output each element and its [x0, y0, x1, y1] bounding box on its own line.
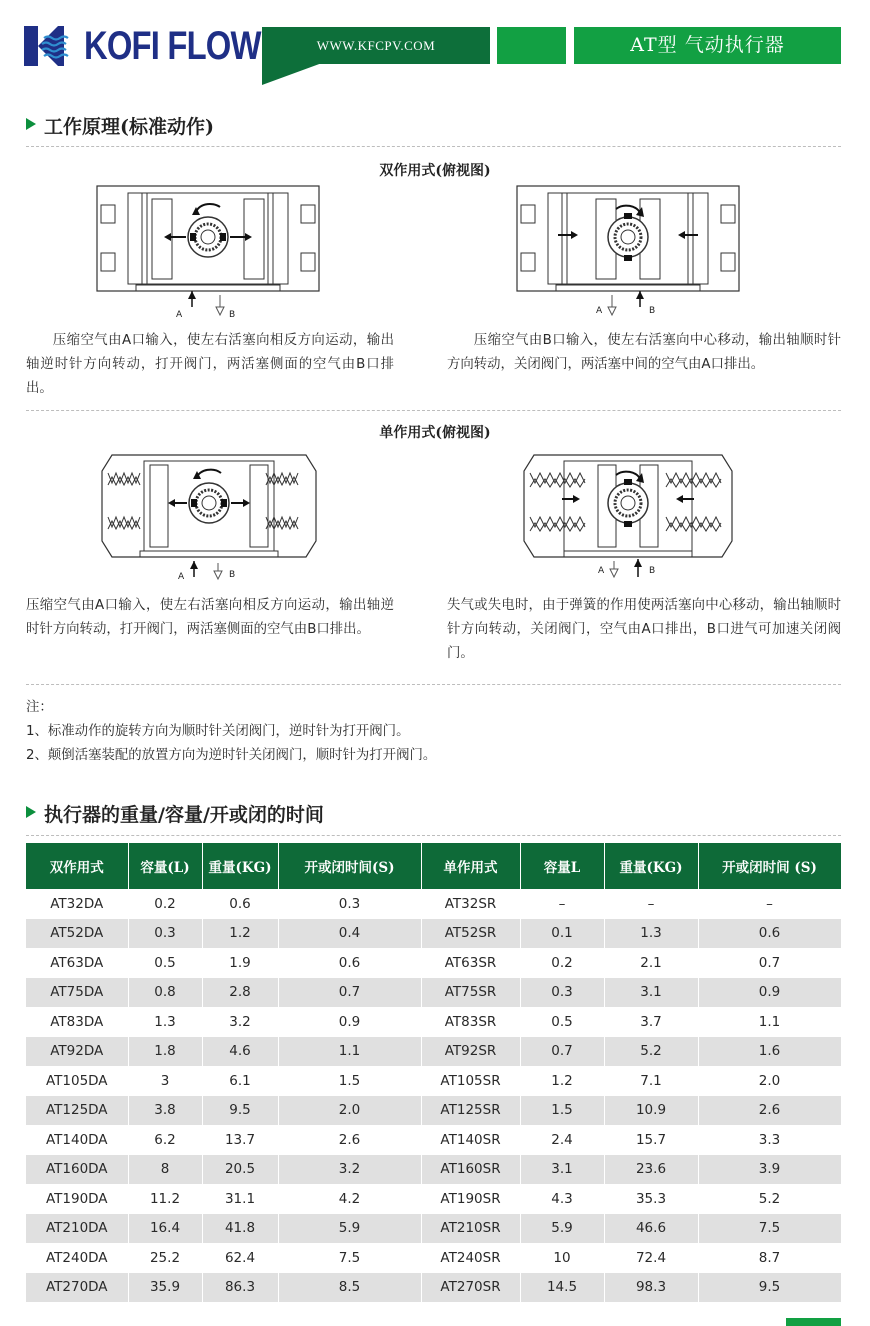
table-cell: 7.5 [698, 1214, 841, 1244]
table-cell: 2.1 [604, 948, 698, 978]
table-cell: AT105SR [421, 1066, 520, 1096]
table-row [26, 1243, 841, 1273]
table-cell: 0.8 [128, 978, 202, 1008]
spec-heading-text: 执行器的重量/容量/开或闭的时间 [44, 804, 324, 826]
table-cell: 5.9 [520, 1214, 604, 1244]
triangle-bullet-icon [26, 118, 36, 130]
table-cell: 4.2 [278, 1184, 421, 1214]
table-row [26, 1007, 841, 1037]
brand-name: KOFI FLOW [84, 24, 261, 68]
single-acting-heading: 单作用式(俯视图) [379, 425, 491, 441]
double-acting-open-diagram [96, 185, 320, 320]
port-a-label: A [178, 572, 185, 582]
table-cell: 0.7 [698, 948, 841, 978]
table-cell: 3 [128, 1066, 202, 1096]
table-cell: 35.3 [604, 1184, 698, 1214]
table-cell: 1.1 [278, 1037, 421, 1067]
table-cell: 1.8 [128, 1037, 202, 1067]
table-row [26, 1125, 841, 1155]
single-acting-close-diagram [522, 451, 734, 586]
table-row [26, 1066, 841, 1096]
table-cell: AT240DA [26, 1243, 128, 1273]
table-cell: 8.5 [278, 1273, 421, 1303]
table-cell: AT92SR [421, 1037, 520, 1067]
table-cell: 7.5 [278, 1243, 421, 1273]
table-cell: 41.8 [202, 1214, 278, 1244]
table-cell: 1.3 [604, 919, 698, 949]
column-header: 单作用式 [421, 843, 520, 889]
table-cell: 1.6 [698, 1037, 841, 1067]
table-cell: 98.3 [604, 1273, 698, 1303]
table-cell: 3.8 [128, 1096, 202, 1126]
port-a-label: A [598, 566, 605, 576]
table-cell: AT210DA [26, 1214, 128, 1244]
table-cell: 6.1 [202, 1066, 278, 1096]
table-cell: AT125SR [421, 1096, 520, 1126]
table-cell: AT270DA [26, 1273, 128, 1303]
table-cell: AT160DA [26, 1155, 128, 1185]
column-header: 重量(KG) [604, 843, 698, 889]
table-cell: 1.2 [202, 919, 278, 949]
table-cell: AT52SR [421, 919, 520, 949]
table-cell: 0.5 [520, 1007, 604, 1037]
table-cell: 0.7 [278, 978, 421, 1008]
url-bar-tail [262, 63, 322, 85]
table-row [26, 1096, 841, 1126]
table-cell: 10.9 [604, 1096, 698, 1126]
table-cell: 86.3 [202, 1273, 278, 1303]
table-cell: 3.1 [604, 978, 698, 1008]
table-cell: AT105DA [26, 1066, 128, 1096]
table-cell: AT83DA [26, 1007, 128, 1037]
table-cell: AT32DA [26, 889, 128, 919]
table-cell: 2.6 [698, 1096, 841, 1126]
table-row [26, 1037, 841, 1067]
double-acting-close-text: 压缩空气由B口输入，使左右活塞向中心移动，输出轴顺时针方向转动，关闭阀门，两活塞中间的空气由A口排出。 [447, 333, 841, 372]
table-header-row [26, 843, 841, 889]
column-header: 容量L [520, 843, 604, 889]
table-cell: 3.1 [520, 1155, 604, 1185]
table-cell: 1.5 [278, 1066, 421, 1096]
table-cell: 0.6 [278, 948, 421, 978]
table-cell: AT210SR [421, 1214, 520, 1244]
double-acting-close-diagram [516, 185, 740, 320]
working-principle-heading-text: 工作原理(标准动作) [44, 116, 214, 138]
divider [26, 835, 841, 836]
triangle-bullet-icon [26, 806, 36, 818]
table-cell: 0.5 [128, 948, 202, 978]
table-cell: AT75DA [26, 978, 128, 1008]
table-cell: 2.0 [278, 1096, 421, 1126]
table-cell: AT160SR [421, 1155, 520, 1185]
table-cell: 31.1 [202, 1184, 278, 1214]
table-cell: 1.1 [698, 1007, 841, 1037]
divider [26, 410, 841, 411]
table-cell: 23.6 [604, 1155, 698, 1185]
port-b-label: B [649, 566, 656, 576]
page-title: AT型 气动执行器 [574, 27, 841, 64]
table-cell: 0.6 [698, 919, 841, 949]
table-cell: 0.3 [128, 919, 202, 949]
table-cell: AT83SR [421, 1007, 520, 1037]
table-cell: 0.3 [520, 978, 604, 1008]
table-cell: 0.9 [278, 1007, 421, 1037]
website-url[interactable]: WWW.KFCPV.COM [316, 38, 436, 53]
header-green-block [497, 27, 566, 64]
table-cell: 2.0 [698, 1066, 841, 1096]
table-cell: 11.2 [128, 1184, 202, 1214]
table-cell: AT190SR [421, 1184, 520, 1214]
table-row [26, 978, 841, 1008]
divider [26, 684, 841, 685]
table-cell: AT190DA [26, 1184, 128, 1214]
table-cell: 1.3 [128, 1007, 202, 1037]
working-principle-heading [26, 112, 214, 139]
column-header: 开或闭时间 (S) [698, 843, 841, 889]
table-cell: 4.6 [202, 1037, 278, 1067]
table-cell: 13.7 [202, 1125, 278, 1155]
note-item-1: 1、标准动作的旋转方向为顺时针关闭阀门，逆时针为打开阀门。 [26, 724, 410, 739]
double-acting-heading: 双作用式(俯视图) [379, 163, 491, 179]
table-cell: 1.2 [520, 1066, 604, 1096]
table-cell: 6.2 [128, 1125, 202, 1155]
table-row [26, 1273, 841, 1303]
table-cell: AT32SR [421, 889, 520, 919]
port-a-label: A [596, 306, 603, 316]
column-header: 双作用式 [26, 843, 128, 889]
table-row [26, 948, 841, 978]
table-cell: AT270SR [421, 1273, 520, 1303]
table-cell: 0.2 [128, 889, 202, 919]
table-cell: 0.6 [202, 889, 278, 919]
table-cell: 3.3 [698, 1125, 841, 1155]
table-cell: 9.5 [698, 1273, 841, 1303]
table-cell: 0.1 [520, 919, 604, 949]
table-cell: 2.8 [202, 978, 278, 1008]
table-cell: 14.5 [520, 1273, 604, 1303]
table-cell: 72.4 [604, 1243, 698, 1273]
table-cell: 3.2 [278, 1155, 421, 1185]
column-header: 容量(L) [128, 843, 202, 889]
port-a-label: A [176, 310, 183, 320]
table-cell: AT63DA [26, 948, 128, 978]
table-cell: 0.3 [278, 889, 421, 919]
table-cell: AT125DA [26, 1096, 128, 1126]
table-cell: – [520, 889, 604, 919]
table-cell: 2.6 [278, 1125, 421, 1155]
table-cell: 3.2 [202, 1007, 278, 1037]
table-cell: 0.2 [520, 948, 604, 978]
table-cell: AT63SR [421, 948, 520, 978]
table-cell: 2.4 [520, 1125, 604, 1155]
table-cell: 3.7 [604, 1007, 698, 1037]
table-cell: 0.7 [520, 1037, 604, 1067]
table-cell: AT240SR [421, 1243, 520, 1273]
table-cell: – [604, 889, 698, 919]
table-cell: 0.4 [278, 919, 421, 949]
table-cell: 5.2 [604, 1037, 698, 1067]
divider [26, 146, 841, 147]
port-b-label: B [649, 306, 656, 316]
single-acting-close-text: 失气或失电时，由于弹簧的作用使两活塞向中心移动，输出轴顺时针方向转动，关闭阀门，空气由A口排出，B口进气可加速关闭阀门。 [447, 598, 841, 661]
table-cell: AT75SR [421, 978, 520, 1008]
table-row [26, 919, 841, 949]
table-cell: 16.4 [128, 1214, 202, 1244]
table-cell: AT92DA [26, 1037, 128, 1067]
table-cell: 62.4 [202, 1243, 278, 1273]
table-cell: 7.1 [604, 1066, 698, 1096]
table-cell: 1.5 [520, 1096, 604, 1126]
notes-label: 注： [26, 700, 53, 715]
note-item-2: 2、颠倒活塞装配的放置方向为逆时针关闭阀门，顺时针为打开阀门。 [26, 748, 437, 763]
footer-green-block [786, 1318, 841, 1326]
table-cell: 1.9 [202, 948, 278, 978]
single-acting-open-diagram [100, 451, 318, 586]
spec-heading [26, 800, 324, 827]
spec-table [26, 843, 842, 1302]
table-cell: 4.3 [520, 1184, 604, 1214]
table-cell: 0.9 [698, 978, 841, 1008]
column-header: 重量(KG) [202, 843, 278, 889]
table-cell: 5.9 [278, 1214, 421, 1244]
port-b-label: B [229, 570, 236, 580]
table-row [26, 1214, 841, 1244]
table-cell: 3.9 [698, 1155, 841, 1185]
table-cell: 8.7 [698, 1243, 841, 1273]
table-cell: 5.2 [698, 1184, 841, 1214]
table-cell: 25.2 [128, 1243, 202, 1273]
table-cell: 9.5 [202, 1096, 278, 1126]
column-header: 开或闭时间(S) [278, 843, 421, 889]
table-cell: AT52DA [26, 919, 128, 949]
table-row [26, 1184, 841, 1214]
double-acting-open-text: 压缩空气由A口输入，使左右活塞向相反方向运动，输出轴逆时针方向转动，打开阀门，两活塞侧面的空气由B口排出。 [26, 333, 394, 396]
table-cell: AT140SR [421, 1125, 520, 1155]
single-acting-open-text: 压缩空气由A口输入，使左右活塞向相反方向运动，输出轴逆时针方向转动，打开阀门，两活塞侧面的空气由B口排出。 [26, 598, 394, 637]
table-cell: 15.7 [604, 1125, 698, 1155]
table-cell: AT140DA [26, 1125, 128, 1155]
table-cell: 35.9 [128, 1273, 202, 1303]
table-cell: 20.5 [202, 1155, 278, 1185]
table-row [26, 1155, 841, 1185]
table-row [26, 889, 841, 919]
table-cell: 10 [520, 1243, 604, 1273]
table-cell: – [698, 889, 841, 919]
table-cell: 8 [128, 1155, 202, 1185]
port-b-label: B [229, 310, 236, 320]
table-cell: 46.6 [604, 1214, 698, 1244]
